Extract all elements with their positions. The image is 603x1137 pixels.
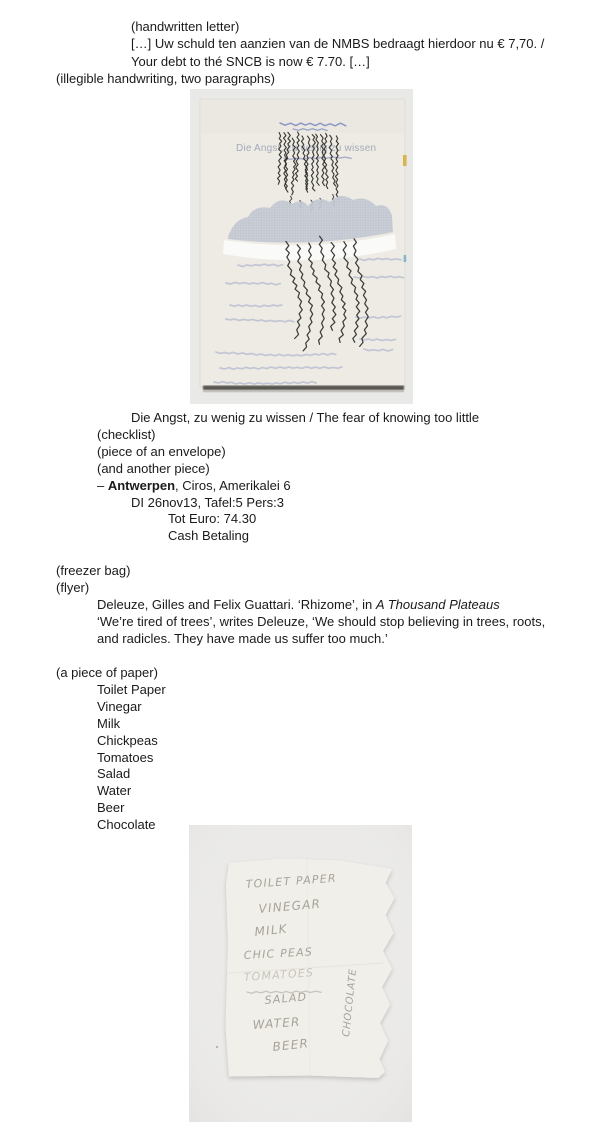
paper-shadow xyxy=(203,386,404,391)
dust-speck xyxy=(216,1046,218,1048)
handwritten-item: MILK xyxy=(253,921,289,939)
handwritten-item: WATER xyxy=(252,1014,301,1032)
handwritten-item: TOILET PAPER xyxy=(245,871,338,891)
checklist-another-piece: (and another piece) xyxy=(97,460,210,476)
citation-prefix: Deleuze, Gilles and Felix Guattari. ‘Rhizome’, in xyxy=(97,597,376,612)
intro-block xyxy=(0,18,603,87)
list-item: Salad xyxy=(97,766,131,782)
paper-note-label: (a piece of paper) xyxy=(56,665,158,680)
handwritten-item-vertical: CHOCOLATE xyxy=(341,967,360,1038)
checklist-location xyxy=(0,478,603,495)
handwritten-item: VINEGAR xyxy=(258,896,322,916)
list-item: Tomatoes xyxy=(97,749,154,765)
handwritten-item: TOMATOES xyxy=(243,966,315,984)
intro-line-illegible: (illegible handwriting, two paragraphs) xyxy=(56,70,275,86)
handwritten-item: BEER xyxy=(271,1036,310,1054)
yellow-edge-mark xyxy=(403,155,407,166)
artwork-photo-die-angst xyxy=(190,89,413,404)
list-item: Milk xyxy=(97,715,121,731)
checklist-envelope: (piece of an envelope) xyxy=(97,443,226,459)
list-item: Vinegar xyxy=(97,698,142,714)
checklist-label: (checklist) xyxy=(97,426,156,442)
freezer-bag-label: (freezer bag) xyxy=(56,563,131,578)
shopping-list-block xyxy=(0,665,603,834)
flyer-label: (flyer) xyxy=(56,580,90,595)
receipt-payment: Cash Betaling xyxy=(168,528,249,544)
list-item: Chickpeas xyxy=(97,732,158,748)
location-city: Antwerpen xyxy=(107,477,176,493)
intro-line-dutch-quote: […] Uw schuld ten aanzien van de NMBS bedraagt hierdoor nu € 7,70. / xyxy=(131,36,545,52)
receipt-total: Tot Euro: 74.30 xyxy=(168,511,257,527)
list-item: Beer xyxy=(97,800,125,816)
quote-line-2: and radicles. They have made us suffer too much.’ xyxy=(97,631,388,646)
quote-line-1: ‘We’re tired of trees’, writes Deleuze, ‘We should stop believing in trees, roots, xyxy=(97,614,546,629)
shopping-list-photo xyxy=(189,825,412,1122)
paper-shadow-soft xyxy=(203,391,404,393)
objects-block xyxy=(0,562,603,647)
intro-line-handwritten-letter: (handwritten letter) xyxy=(131,19,240,34)
intro-line-english-quote: Your debt to thé SNCB is now € 7.70. […] xyxy=(131,53,370,69)
handwritten-item: CHIC PEAS xyxy=(243,945,314,962)
citation-line xyxy=(0,596,603,613)
location-dash: – xyxy=(97,477,108,493)
list-item: Water xyxy=(97,783,132,799)
location-rest: , Ciros, Amerikalei 6 xyxy=(175,477,291,493)
handwritten-item: SALAD xyxy=(264,990,308,1007)
caption-block xyxy=(0,410,603,545)
receipt-datetime: DI 26nov13, Tafel:5 Pers:3 xyxy=(131,494,284,510)
list-item: Toilet Paper xyxy=(97,681,166,697)
list-item: Chocolate xyxy=(97,817,156,833)
artwork-caption: Die Angst, zu wenig zu wissen / The fear of knowing too little xyxy=(131,410,480,425)
citation-book-title: A Thousand Plateaus xyxy=(375,597,500,612)
printed-title: Die Angst, zu wenig zu wissen xyxy=(236,143,377,154)
paper-top-shading xyxy=(200,99,405,133)
blue-edge-mark xyxy=(404,255,407,262)
